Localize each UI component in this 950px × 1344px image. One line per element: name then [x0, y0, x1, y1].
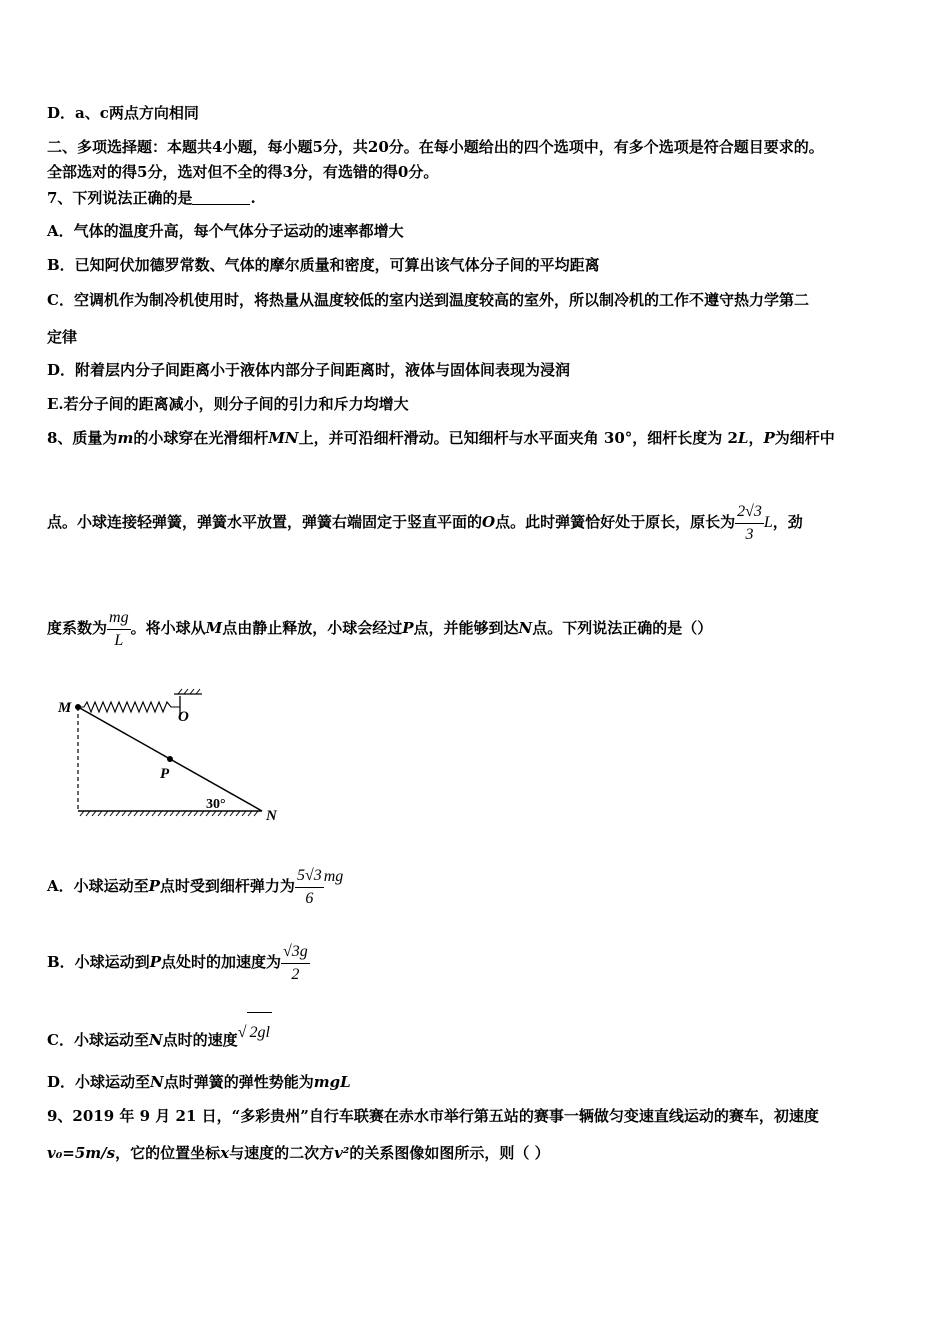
- sqrt-expression: [238, 1024, 272, 1041]
- answer-blank: [192, 190, 250, 205]
- fraction-spring-constant: [107, 607, 131, 652]
- text: 点。小球连接轻弹簧，弹簧水平放置，弹簧右端固定于竖直平面的: [47, 513, 483, 531]
- fraction-spring-length: [735, 501, 764, 546]
- q8-option-b: [47, 930, 310, 994]
- q7-stem: [47, 188, 256, 208]
- text: A．小球运动至: [47, 877, 149, 895]
- section-heading-line1: 二、多项选择题：本题共4小题，每小题5分，共20分。在每小题给出的四个选项中，有多个选项是符合题目要求的。: [47, 138, 824, 156]
- text: B．小球运动到: [47, 953, 150, 971]
- var-n: N: [148, 1031, 163, 1049]
- incline-spring-figure: [50, 685, 290, 825]
- q8-stem-line3: [47, 598, 712, 658]
- q9-stem-line2: [47, 1143, 550, 1163]
- var-m: M: [205, 619, 223, 637]
- spring: [78, 702, 180, 712]
- var-o: O: [482, 513, 496, 531]
- q8-option-c: [47, 1012, 272, 1060]
- var-l: L: [737, 429, 749, 447]
- var-mn: MN: [268, 429, 299, 447]
- q7-option-c-line2: 定律: [47, 328, 78, 346]
- text: ，: [748, 429, 764, 447]
- fraction-acceleration: [281, 941, 310, 986]
- text: C．小球运动至: [47, 1031, 149, 1049]
- fraction-normal-force: [295, 865, 324, 910]
- var-p: P: [148, 877, 160, 895]
- text: 。将小球从: [130, 619, 206, 637]
- fraction-numerator: 2√3: [735, 501, 764, 524]
- radicand: 2gl: [247, 1012, 271, 1053]
- var-l: L: [763, 514, 773, 531]
- var-p: P: [149, 953, 161, 971]
- option-d-previous-question: D．a、c两点方向相同: [47, 104, 199, 122]
- var-x: x: [220, 1144, 230, 1162]
- q8-stem-line2: [47, 492, 803, 553]
- text: ，劲: [772, 513, 803, 531]
- q7-option-a: A．气体的温度升高，每个气体分子运动的速率都增大: [47, 222, 404, 240]
- q7-stem-text: 7、下列说法正确的是: [47, 189, 193, 207]
- text: 点由静止释放，小球会经过: [222, 619, 403, 637]
- fraction-numerator: 5√3: [295, 865, 324, 888]
- text: 点，并能够到达: [413, 619, 519, 637]
- midpoint-p: [167, 756, 173, 762]
- q8-option-d: [47, 1072, 351, 1092]
- label-p: P: [160, 766, 170, 782]
- var-n: N: [518, 619, 533, 637]
- q7-option-d: D．附着层内分子间距离小于液体内部分子间距离时，液体与固体间表现为浸润: [47, 361, 571, 379]
- var-mg: mg: [323, 868, 344, 885]
- fraction-numerator: mg: [107, 607, 131, 630]
- label-m: M: [58, 700, 72, 716]
- text: 点处时的加速度为: [160, 953, 281, 971]
- text: 与速度的二次方: [229, 1144, 335, 1162]
- fraction-numerator: √3g: [281, 941, 310, 964]
- q7-stem-end: .: [250, 189, 256, 207]
- text: 点。下列说法正确的是（）: [532, 619, 713, 637]
- q7-option-b: B．已知阿伏加德罗常数、气体的摩尔质量和密度，可算出该气体分子间的平均距离: [47, 256, 600, 274]
- text: 点时的速度: [162, 1031, 238, 1049]
- fraction-denominator: L: [114, 631, 124, 649]
- q8-option-a: [47, 845, 343, 918]
- var-p: P: [402, 619, 414, 637]
- text: ，它的位置坐标: [115, 1144, 221, 1162]
- text: 的关系图像如图所示，则（ ）: [349, 1144, 550, 1162]
- q8-stem-line1: [47, 428, 835, 448]
- q9-stem-line1: 9、2019 年 9 月 21 日，“多彩贵州”自行车联赛在赤水市举行第五站的赛事一辆做匀变速直线运动的赛车，初速度: [47, 1107, 819, 1125]
- fraction-denominator: 6: [305, 889, 314, 907]
- var-m: m: [117, 429, 134, 447]
- fraction-denominator: 3: [745, 525, 754, 543]
- text: 点时弹簧的弹性势能为: [163, 1073, 314, 1091]
- text: 的小球穿在光滑细杆: [133, 429, 269, 447]
- support-hatching: [178, 689, 200, 694]
- var-v0: v₀=5m/s: [47, 1144, 116, 1162]
- label-o: O: [178, 709, 189, 725]
- q7-option-e: E.若分子间的距离减小，则分子间的引力和斥力均增大: [47, 395, 409, 413]
- var-v2: v²: [334, 1144, 350, 1162]
- text: D．小球运动至: [47, 1073, 151, 1091]
- ball-at-m: [75, 704, 81, 710]
- var-n: N: [150, 1073, 164, 1091]
- label-n: N: [266, 808, 277, 824]
- q7-option-c-line1: C．空调机作为制冷机使用时，将热量从温度较低的室内送到温度较高的室外，所以制冷机的工作不遵守热力学第二: [47, 291, 809, 309]
- text: 上，并可沿细杆滑动。已知细杆与水平面夹角 30°，细杆长度为 2: [298, 429, 738, 447]
- radical-sign: √: [237, 1024, 247, 1041]
- angle-label: 30°: [206, 797, 226, 812]
- text: 8、质量为: [47, 429, 118, 447]
- var-mgl: mgL: [313, 1073, 351, 1091]
- text: 度系数为: [47, 619, 108, 637]
- fraction-denominator: 2: [291, 965, 300, 983]
- text: 为细杆中: [774, 429, 835, 447]
- text: 点。此时弹簧恰好处于原长，原长为: [495, 513, 736, 531]
- text: 点时受到细杆弹力为: [159, 877, 295, 895]
- var-p: P: [763, 429, 775, 447]
- section-heading-line2: 全部选对的得5分，选对但不全的得3分，有选错的得0分。: [47, 163, 439, 181]
